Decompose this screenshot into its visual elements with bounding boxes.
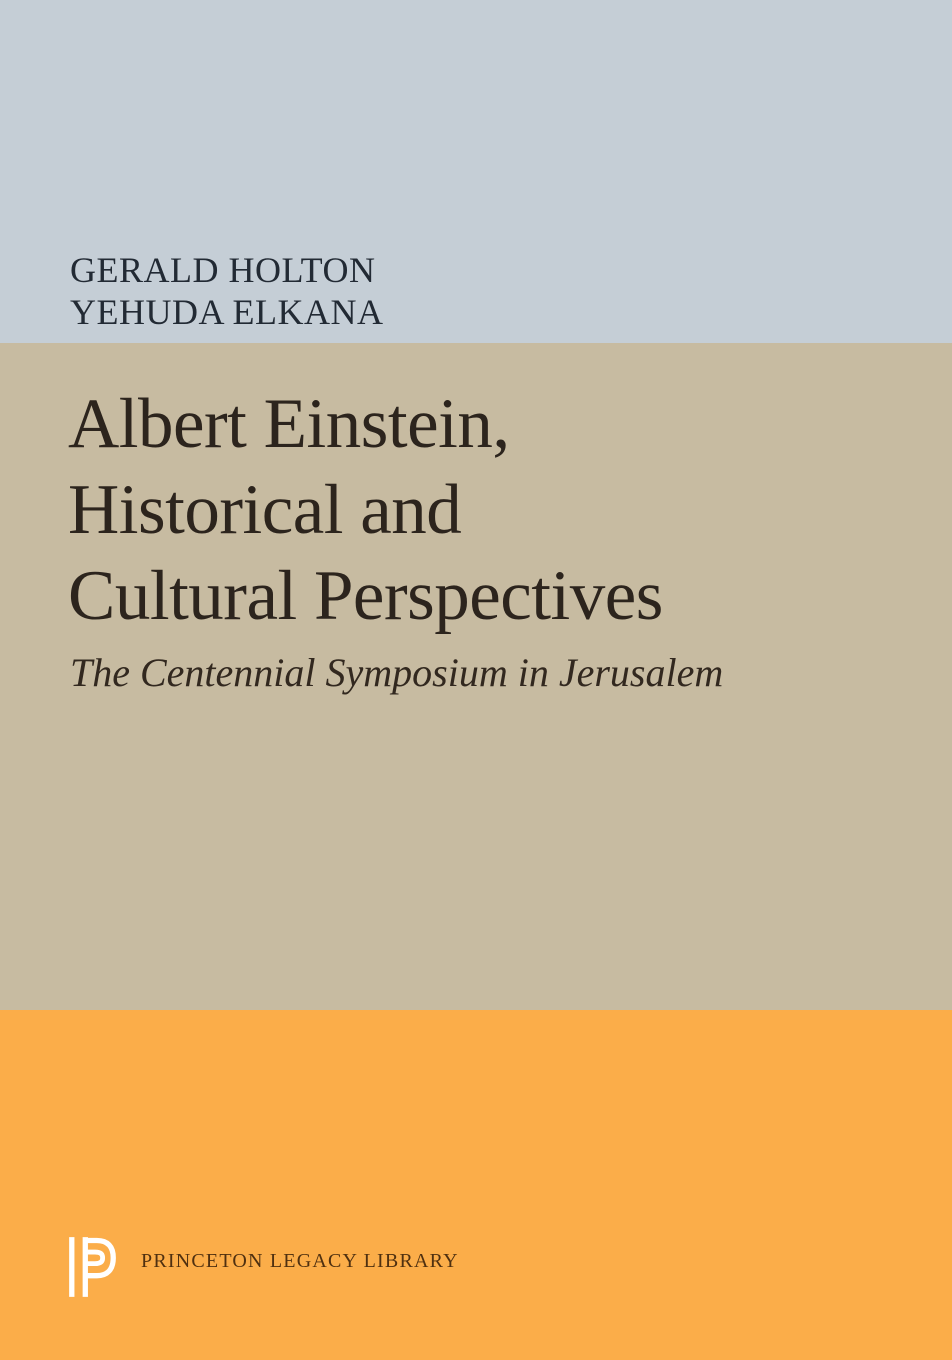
publisher-name: PRINCETON LEGACY LIBRARY <box>141 1249 459 1272</box>
book-title <box>68 381 663 639</box>
book-title-line-2: Historical and <box>68 471 462 549</box>
book-title-line-1: Albert Einstein, <box>68 385 510 463</box>
princeton-p-icon <box>66 1236 120 1298</box>
author-names <box>70 249 383 333</box>
author-name-2: YEHUDA ELKANA <box>70 292 384 332</box>
author-name-1: GERALD HOLTON <box>70 250 376 290</box>
book-subtitle: The Centennial Symposium in Jerusalem <box>70 650 724 695</box>
book-title-line-3: Cultural Perspectives <box>68 557 663 635</box>
bottom-color-band <box>0 1010 952 1360</box>
publisher-imprint <box>66 1236 459 1298</box>
